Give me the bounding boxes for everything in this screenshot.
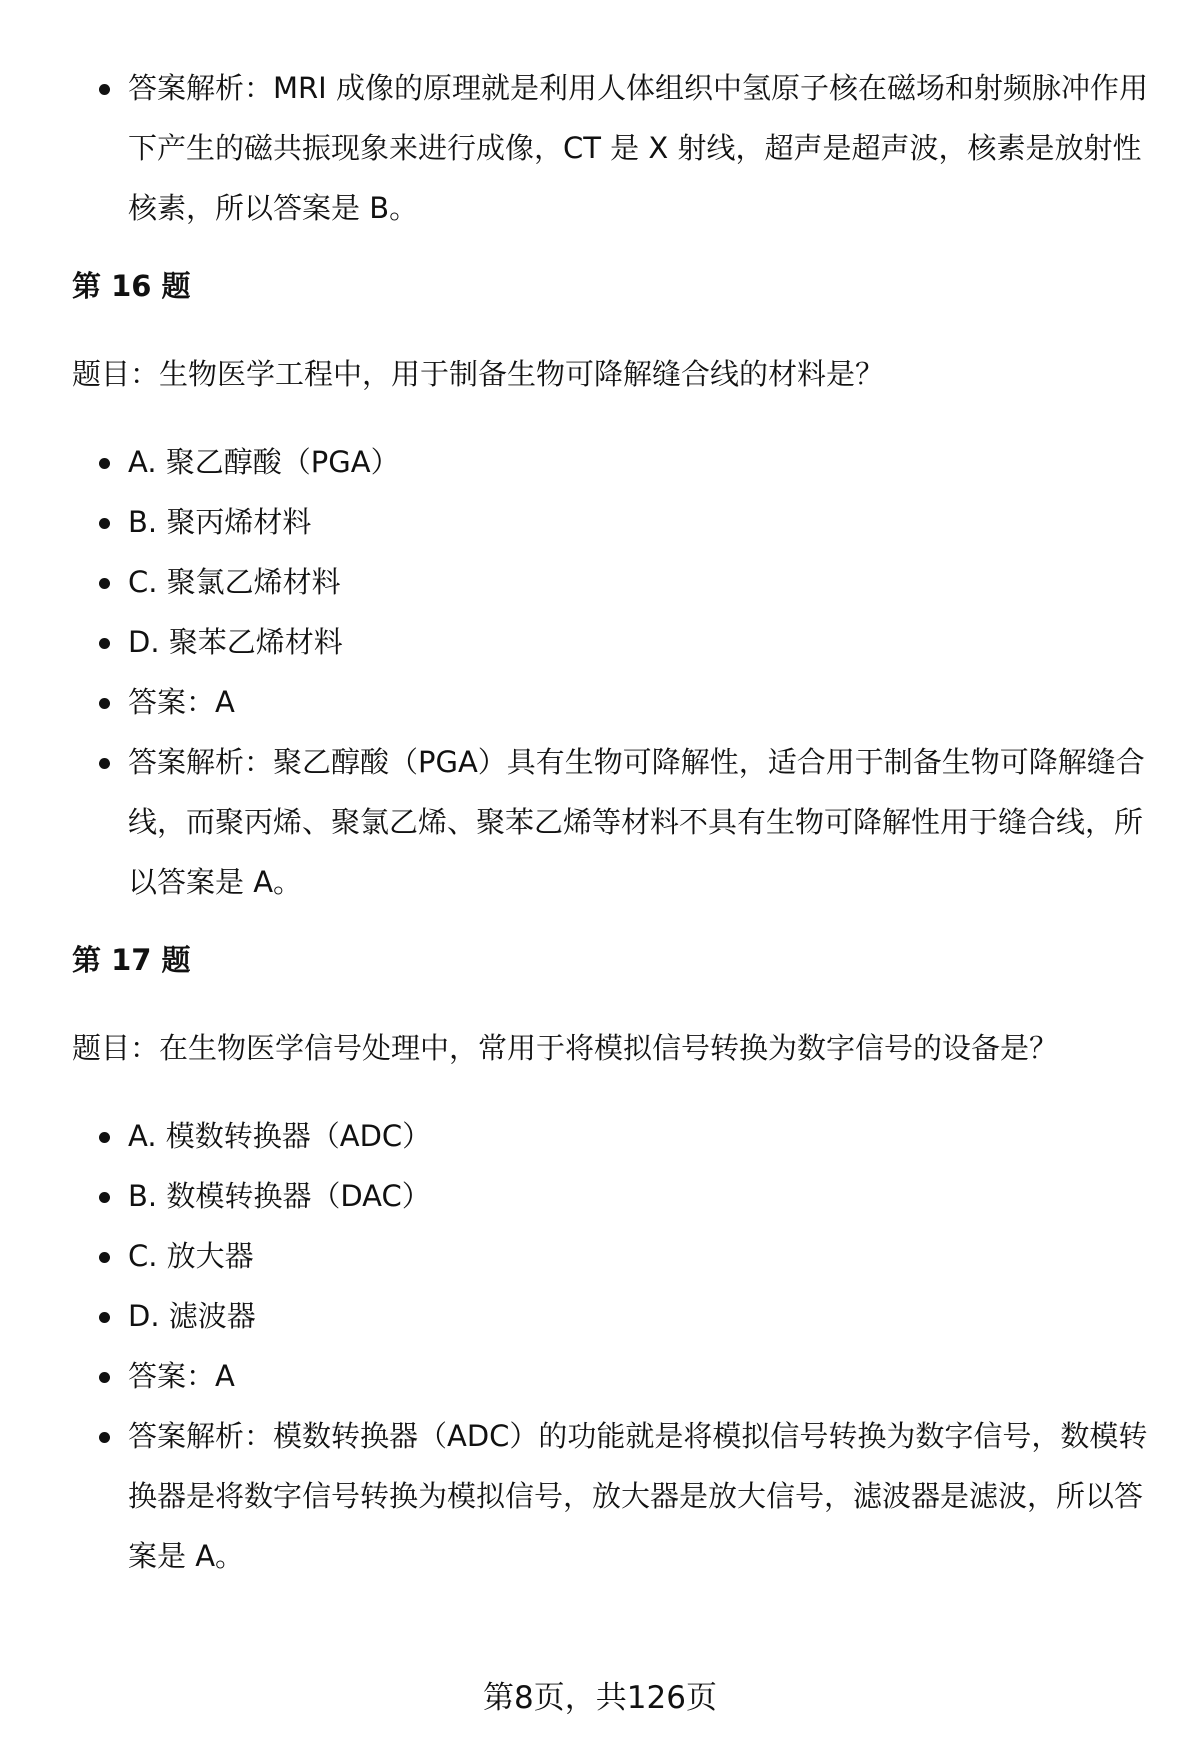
- explanation-item: 答案解析：模数转换器（ADC）的功能就是将模拟信号转换为数字信号，数模转换器是将数字信号转换为模拟信号，放大器是放大信号，滤波器是滤波，所以答案是 A。: [72, 1406, 1152, 1586]
- question-heading: 第 16 题: [72, 269, 191, 303]
- option-item: D. 滤波器: [72, 1286, 1152, 1346]
- answer-item: 答案：A: [72, 672, 1152, 732]
- prev-question-tail: [72, 58, 1152, 238]
- option-item: D. 聚苯乙烯材料: [72, 612, 1152, 672]
- page-number-footer: 第8页，共126页: [483, 1680, 717, 1716]
- explanation-item: 答案解析：聚乙醇酸（PGA）具有生物可降解性，适合用于制备生物可降解缝合线，而聚丙烯、聚氯乙烯、聚苯乙烯等材料不具有生物可降解性用于缝合线，所以答案是 A。: [72, 732, 1152, 912]
- option-item: B. 数模转换器（DAC）: [72, 1166, 1152, 1226]
- question-heading: 第 17 题: [72, 943, 191, 977]
- option-item: C. 放大器: [72, 1226, 1152, 1286]
- question-text: 题目：在生物医学信号处理中，常用于将模拟信号转换为数字信号的设备是？: [72, 1031, 1059, 1065]
- answer-item: 答案：A: [72, 1346, 1152, 1406]
- option-item: A. 聚乙醇酸（PGA）: [72, 432, 1152, 492]
- option-list: [72, 1106, 1152, 1586]
- option-item: B. 聚丙烯材料: [72, 492, 1152, 552]
- option-list: [72, 432, 1152, 912]
- option-item: C. 聚氯乙烯材料: [72, 552, 1152, 612]
- explanation-item: 答案解析：MRI 成像的原理就是利用人体组织中氢原子核在磁场和射频脉冲作用下产生的磁共振现象来进行成像，CT 是 X 射线，超声是超声波，核素是放射性核素，所以答案是 B。: [72, 58, 1152, 238]
- page-content: [72, 58, 1152, 1586]
- question-text: 题目：生物医学工程中，用于制备生物可降解缝合线的材料是？: [72, 357, 885, 391]
- option-item: A. 模数转换器（ADC）: [72, 1106, 1152, 1166]
